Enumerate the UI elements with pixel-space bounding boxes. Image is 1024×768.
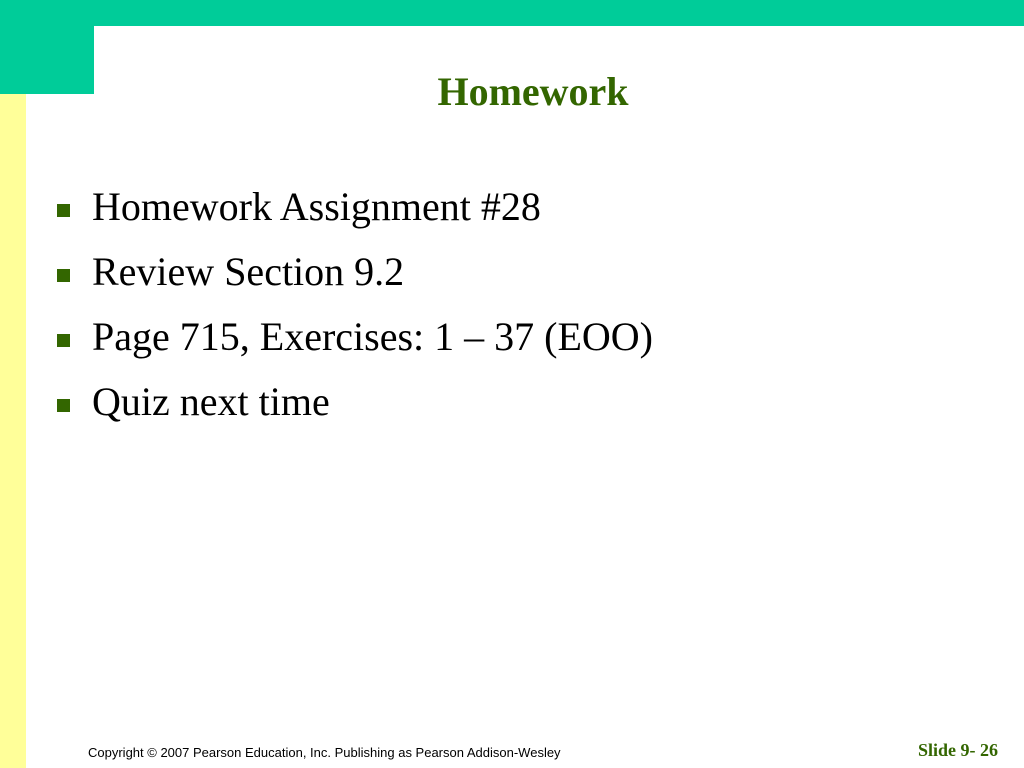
top-decorative-band <box>0 0 1024 26</box>
slide-title: Homework <box>437 69 629 114</box>
square-bullet-icon <box>57 334 70 347</box>
list-item <box>57 248 653 313</box>
slide-number: Slide 9- 26 <box>917 740 998 760</box>
square-bullet-icon <box>57 269 70 282</box>
bullet-text: Page 715, Exercises: 1 – 37 (EOO) <box>92 314 653 359</box>
list-item <box>57 183 653 248</box>
square-bullet-icon <box>57 204 70 217</box>
bullet-list <box>57 183 653 443</box>
square-bullet-icon <box>57 399 70 412</box>
bullet-text: Review Section 9.2 <box>92 249 405 294</box>
list-item <box>57 378 653 443</box>
copyright-text: Copyright © 2007 Pearson Education, Inc. Publishing as Pearson Addison-Wesley <box>88 745 561 760</box>
bullet-text: Homework Assignment #28 <box>92 184 541 229</box>
bullet-text: Quiz next time <box>92 379 330 424</box>
list-item <box>57 313 653 378</box>
